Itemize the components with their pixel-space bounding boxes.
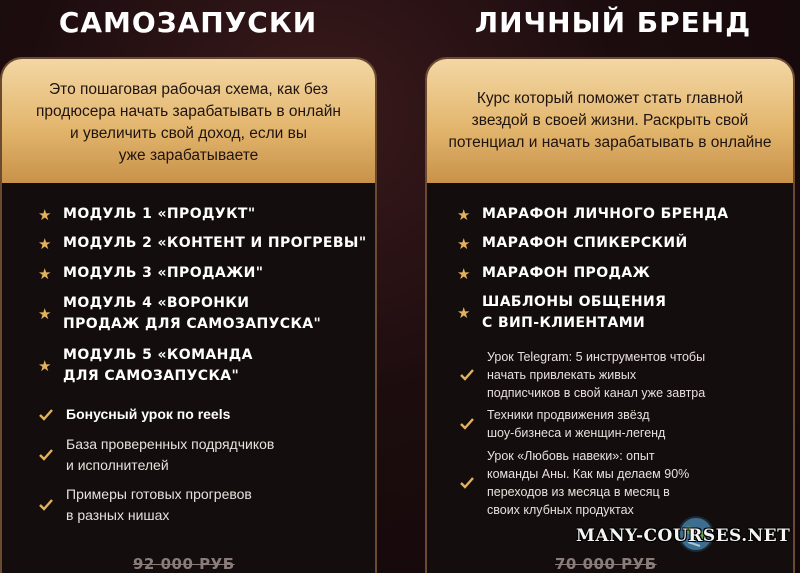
course-title: САМОЗАПУСКИ xyxy=(58,6,318,39)
star-icon: ★ xyxy=(38,305,52,323)
module-label: МОДУЛЬ 3 «ПРОДАЖИ" xyxy=(63,265,264,281)
module-item xyxy=(38,345,253,387)
module-label: МАРАФОН СПИКЕРСКИЙ xyxy=(482,235,688,251)
bonus-label xyxy=(487,406,665,442)
bonus-item xyxy=(38,434,274,476)
bonus-label-line: подписчиков в свой канал уже завтра xyxy=(487,386,706,400)
description-line: и увеличить свой доход, если вы xyxy=(70,125,307,142)
bonus-label-line: команды Аны. Как мы делаем 90% xyxy=(487,467,690,481)
bonus-label-line: База проверенных подрядчиков xyxy=(66,436,275,452)
description-line: потенциал и начать зарабатывать в онлайне xyxy=(448,134,772,151)
star-icon: ★ xyxy=(457,304,471,322)
module-label-line: МОДУЛЬ 4 «ВОРОНКИ xyxy=(63,295,250,311)
old-price: 70 000 РУБ xyxy=(555,555,657,573)
check-icon xyxy=(459,475,475,491)
check-icon xyxy=(38,447,54,463)
watermark: MANY-COURSES.NET xyxy=(576,526,791,546)
module-item xyxy=(38,204,256,225)
bonus-label-line: своих клубных продуктах xyxy=(487,503,634,517)
module-label: МАРАФОН ПРОДАЖ xyxy=(482,265,651,281)
bonus-label xyxy=(487,348,705,402)
check-icon xyxy=(459,367,475,383)
bonus-label xyxy=(66,434,274,476)
star-icon: ★ xyxy=(457,264,471,283)
bonus-label: Бонусный урок по reels xyxy=(66,406,231,422)
bonus-label-line: переходов из месяца в месяц в xyxy=(487,485,670,499)
bonus-label-line: Примеры готовых прогревов xyxy=(66,486,252,502)
course-card xyxy=(0,57,377,573)
bonus-label xyxy=(487,447,689,519)
bonus-item xyxy=(459,406,665,442)
bonus-item xyxy=(38,404,230,425)
bonus-item xyxy=(459,348,705,402)
bonus-label-line: в разных нишах xyxy=(66,507,170,523)
bonus-label-line: Урок «Любовь навеки»: опыт xyxy=(487,449,655,463)
bonus-label-line: начать привлекать живых xyxy=(487,368,637,382)
course-title: ЛИЧНЫЙ БРЕНД xyxy=(474,6,752,39)
bonus-label-line: шоу-бизнеса и женщин-легенд xyxy=(487,426,666,440)
module-item xyxy=(38,233,367,254)
star-icon: ★ xyxy=(38,357,52,375)
star-icon: ★ xyxy=(457,205,471,224)
bonus-label-line: Техники продвижения звёзд xyxy=(487,408,650,422)
module-item xyxy=(457,263,650,284)
module-label xyxy=(63,293,321,335)
module-item xyxy=(457,233,688,254)
course-description xyxy=(427,59,793,183)
module-label-line: ПРОДАЖ ДЛЯ САМОЗАПУСКА" xyxy=(63,316,322,332)
check-icon xyxy=(38,407,54,423)
module-label xyxy=(63,345,253,387)
module-item xyxy=(38,263,263,284)
module-label xyxy=(482,292,666,334)
module-item xyxy=(457,292,666,334)
bonus-item xyxy=(38,484,252,526)
bonus-label-line: Урок Telegram: 5 инструментов чтобы xyxy=(487,350,706,364)
module-item xyxy=(38,293,321,335)
check-icon xyxy=(459,416,475,432)
module-item xyxy=(457,204,729,225)
description-line: звездой в своей жизни. Раскрыть свой xyxy=(471,112,749,129)
module-label: МАРАФОН ЛИЧНОГО БРЕНДА xyxy=(482,206,729,222)
star-icon: ★ xyxy=(457,234,471,253)
old-price: 92 000 РУБ xyxy=(133,555,235,573)
course-description xyxy=(2,59,375,183)
bonus-label xyxy=(66,484,252,526)
module-label-line: ШАБЛОНЫ ОБЩЕНИЯ xyxy=(482,294,667,310)
star-icon: ★ xyxy=(38,205,52,224)
course-card xyxy=(425,57,795,573)
star-icon: ★ xyxy=(38,234,52,253)
description-line: уже зарабатываете xyxy=(118,147,259,164)
module-label-line: ДЛЯ САМОЗАПУСКА" xyxy=(63,368,240,384)
description-line: Курс который поможет стать главной xyxy=(476,90,744,107)
star-icon: ★ xyxy=(38,264,52,283)
description-line: продюсера начать зарабатывать в онлайн xyxy=(36,103,341,120)
module-label: МОДУЛЬ 1 «ПРОДУКТ" xyxy=(63,206,256,222)
description-line: Это пошаговая рабочая схема, как без xyxy=(49,81,328,98)
bonus-item xyxy=(459,447,689,519)
module-label-line: МОДУЛЬ 5 «КОМАНДА xyxy=(63,347,253,363)
bonus-label-line: и исполнителей xyxy=(66,457,169,473)
module-label: МОДУЛЬ 2 «КОНТЕНТ И ПРОГРЕВЫ" xyxy=(63,235,367,251)
check-icon xyxy=(38,497,54,513)
module-label-line: С ВИП-КЛИЕНТАМИ xyxy=(482,315,646,331)
